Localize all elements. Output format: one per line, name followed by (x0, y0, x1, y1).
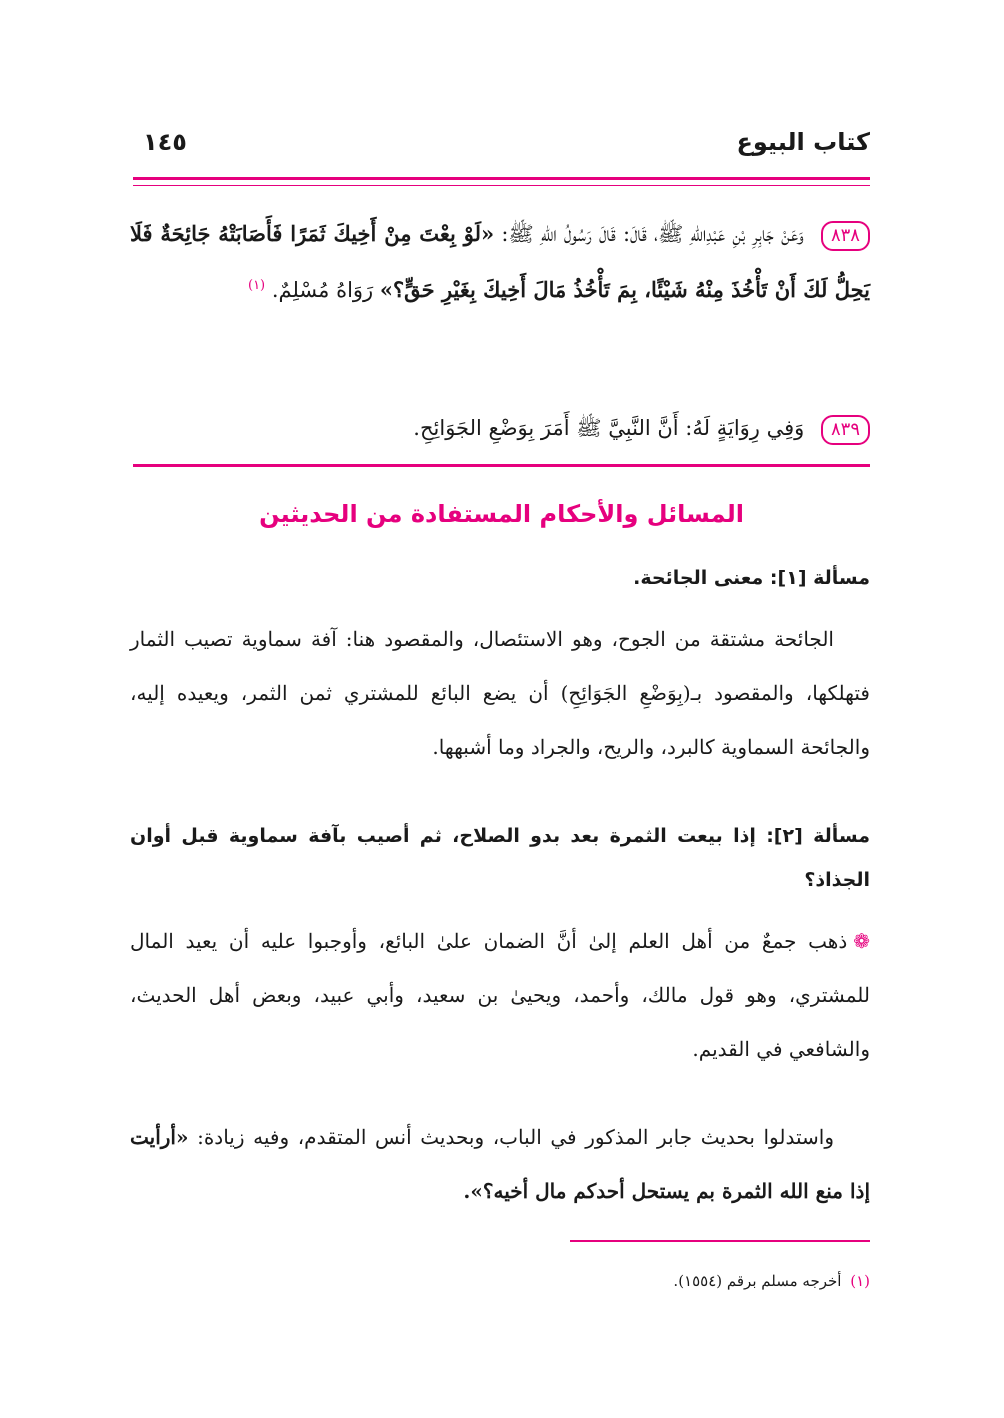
book-title: كتاب البيوع (736, 128, 870, 156)
masala-2-para-1 (130, 914, 870, 1076)
hadith-number: ٨٣٨ (821, 221, 870, 251)
hadith-quote: «لَوْ بِعْتَ مِنْ أَخِيكَ ثَمَرًا فَأَصَابَتْهُ جَائِحَةٌ فَلَا يَحِلُّ لَكَ أَنْ تَأْخُذَ مِنْهُ شَيْئًا، بِمَ تَأْخُذُ مَالَ أَخِيكَ بِغَيْرِ حَقٍّ؟» (130, 221, 870, 302)
hadith-839 (130, 402, 870, 454)
masala-2-heading: مسألة [٢]: إذا بيعت الثمرة بعد بدو الصلاح، ثم أصيب بآفة سماوية قبل أوان الجذاذ؟ (130, 825, 871, 891)
hadith-number: ٨٣٩ (821, 415, 870, 445)
footnote-rule (570, 1240, 870, 1242)
masala-2-para-2 (130, 1110, 870, 1218)
masala-2-para-2-quote: «أرأيت إذا منع الله الثمرة بم يستحل أحدكم مال أخيه؟». (130, 1125, 870, 1203)
footnote-text: أخرجه مسلم برقم (١٥٥٤). (673, 1272, 842, 1290)
masala-2-para-2-lead: واستدلوا بحديث جابر المذكور في الباب، وبحديث أنس المتقدم، وفيه زيادة: (197, 1125, 834, 1149)
hadith-text: وَفِي رِوَايَةٍ لَهُ: أَنَّ النَّبِيَّ ﷺ أَمَرَ بِوَضْعِ الجَوَائِحِ. (413, 416, 805, 440)
footnote-number: (١) (850, 1272, 870, 1290)
masala-1-heading: مسألة [١]: معنى الجائحة. (633, 567, 870, 589)
section-title: المسائل والأحكام المستفادة من الحديثين (259, 500, 744, 528)
masala-1-text (130, 612, 870, 774)
masala-1-body: الجائحة مشتقة من الجوح، وهو الاستئصال، والمقصود هنا: آفة سماوية تصيب الثمار فتهلكها، والمقصود بـ(بِوَضْعِ الجَوَائِحِ) أن يضع البائع للمشتري ثمن الثمر، ويعيده إليه، والجائحة السماوية كالبرد، والريح، والجراد وما أشبهها. (130, 627, 870, 759)
hadith-intro: وَعَنْ جَابِرِ بْنِ عَبْدِاللهِ ﷺ، قَالَ: قَالَ رَسُولُ اللهِ ﷺ: (501, 222, 804, 246)
hadith-838 (130, 208, 870, 316)
footnote-ref: (١) (247, 278, 266, 293)
masala-2-para-1-body: ذهب جمعٌ من أهل العلم إلىٰ أنَّ الضمان علىٰ البائع، وأوجبوا عليه أن يعيد المال للمشتري، وهو قول مالك، وأحمد، ويحيىٰ بن سعيد، وأبي عبيد، وبعض أهل الحديث، والشافعي في القديم. (130, 929, 870, 1061)
flower-ornament-icon: ❁ (853, 929, 870, 953)
footnote (130, 1272, 870, 1290)
header-rule-thin (133, 185, 870, 186)
section-rule (133, 464, 870, 467)
page-number: ١٤٥ (143, 128, 187, 156)
header-rule (133, 177, 870, 180)
page-header (133, 128, 870, 172)
hadith-source: رَوَاهُ مُسْلِمٌ. (271, 278, 374, 302)
